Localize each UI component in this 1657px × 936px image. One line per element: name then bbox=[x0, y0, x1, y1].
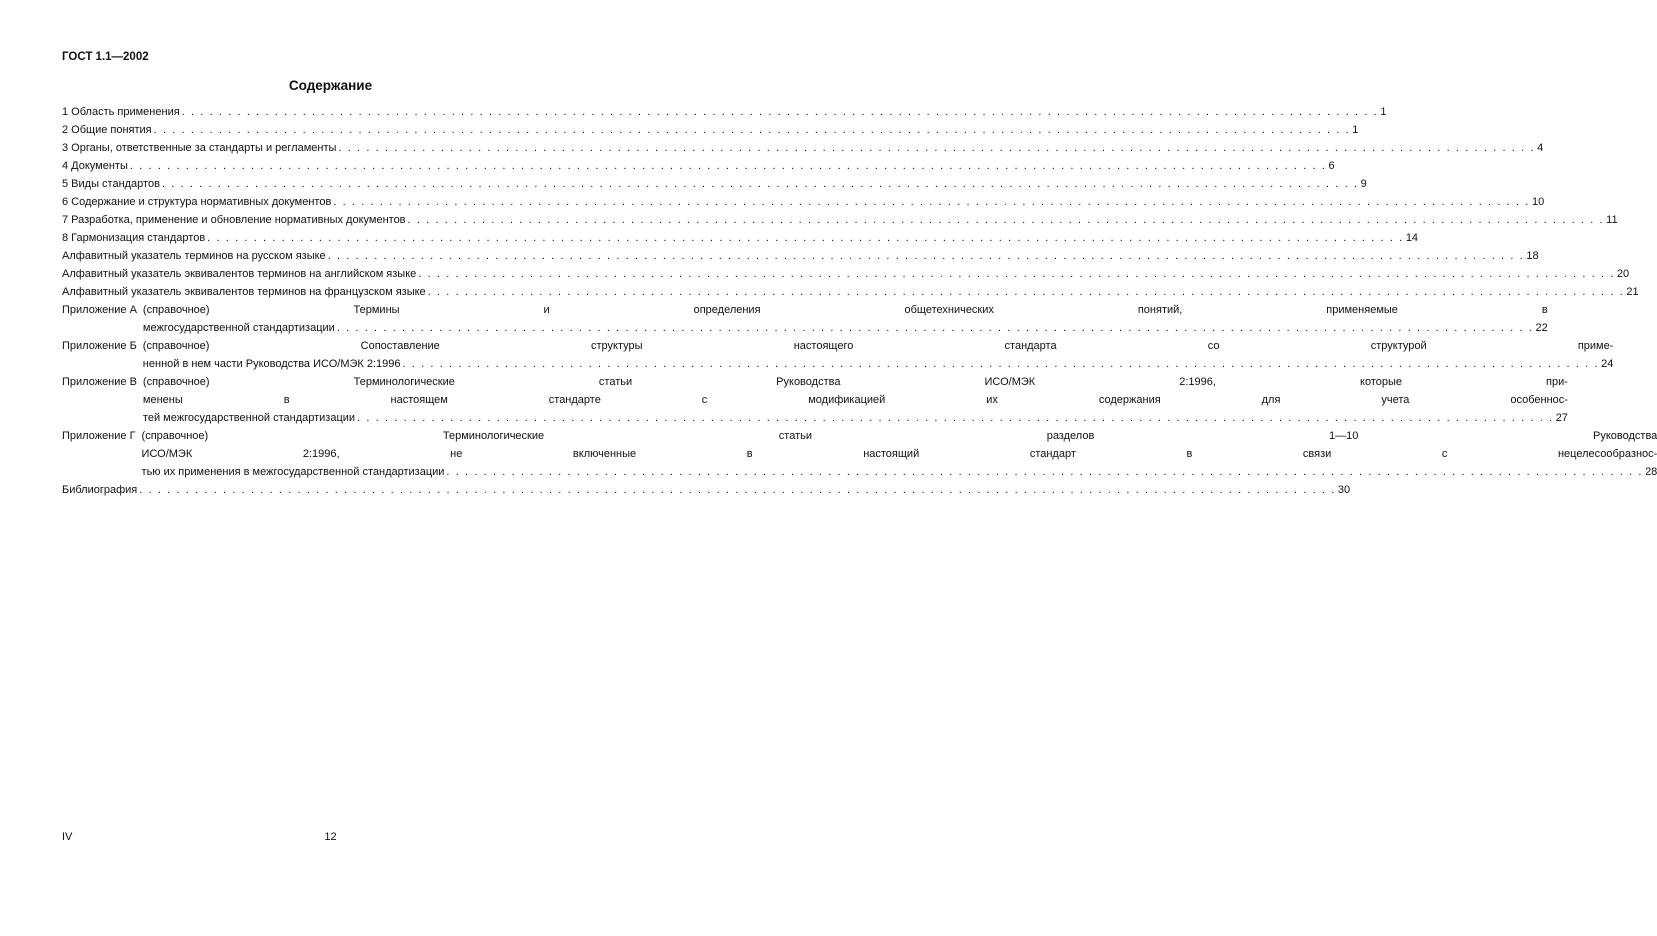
dot-leader bbox=[444, 463, 1645, 481]
document-code: ГОСТ 1.1—2002 bbox=[62, 51, 149, 63]
dot-leader bbox=[128, 157, 1329, 175]
dot-leader bbox=[426, 283, 1627, 301]
dot-leader bbox=[180, 103, 1381, 121]
toc-entry[interactable] bbox=[62, 121, 1359, 139]
toc-entry[interactable] bbox=[62, 157, 1335, 175]
toc-entry[interactable] bbox=[62, 175, 1367, 193]
toc-entry-bibliography[interactable] bbox=[62, 481, 1351, 499]
dot-leader bbox=[326, 247, 1527, 265]
appendix-title-line: ненной в нем части Руководства ИСО/МЭК 2:1996 bbox=[142, 358, 401, 370]
dot-leader bbox=[355, 409, 1556, 427]
toc-entry-label: Библиография bbox=[62, 484, 138, 496]
toc-entry-appendix[interactable] bbox=[62, 373, 1568, 427]
toc-entry-label: Алфавитный указатель эквивалентов терминов на французском языке bbox=[62, 286, 426, 298]
dot-leader bbox=[401, 355, 1602, 373]
toc-entry-page: 30 bbox=[1337, 484, 1351, 496]
toc-entry-label: Алфавитный указатель терминов на русском языке bbox=[62, 250, 326, 262]
dot-leader bbox=[152, 121, 1353, 139]
toc-entry-page: 21 bbox=[1626, 286, 1639, 298]
toc-entry[interactable] bbox=[62, 193, 1545, 211]
toc-entry[interactable] bbox=[62, 211, 1618, 229]
page-title: Содержание bbox=[288, 78, 373, 93]
toc-entry[interactable] bbox=[62, 265, 1630, 283]
appendix-title-line: ИСО/МЭК 2:1996, не включенные в настоящий стандарт в связи с нецелесообразнос- bbox=[141, 448, 1657, 460]
appendix-title-line: (справочное) Терминологические статьи Руководства ИСО/МЭК 2:1996, которые при- bbox=[142, 376, 1568, 388]
toc-entry-page: 20 bbox=[1616, 268, 1630, 280]
toc-entry-page: 18 bbox=[1526, 250, 1539, 262]
dot-leader bbox=[331, 193, 1532, 211]
dot-leader bbox=[406, 211, 1607, 229]
toc-entry-label: 6 Содержание и структура нормативных документов bbox=[62, 196, 332, 208]
toc-entry-label: 3 Органы, ответственные за стандарты и регламенты bbox=[62, 142, 337, 154]
toc-entry[interactable] bbox=[62, 229, 1419, 247]
dot-leader bbox=[336, 139, 1537, 157]
roman-page-number: IV bbox=[62, 831, 73, 843]
dot-leader bbox=[416, 265, 1617, 283]
toc-entry-page: 1 bbox=[1380, 106, 1387, 118]
appendix-title-line: тей межгосударственной стандартизации bbox=[142, 412, 356, 424]
toc-entry-appendix[interactable] bbox=[62, 337, 1614, 373]
toc-entry-label: Алфавитный указатель эквивалентов терминов на английском языке bbox=[62, 268, 417, 280]
toc-entry-page: 27 bbox=[1555, 412, 1568, 424]
toc-entry-page: 22 bbox=[1535, 322, 1548, 334]
dot-leader bbox=[160, 175, 1361, 193]
toc-entry[interactable] bbox=[62, 139, 1544, 157]
appendix-prefix: Приложение Г bbox=[62, 430, 136, 442]
dot-leader bbox=[205, 229, 1406, 247]
toc-entry[interactable] bbox=[62, 283, 1639, 301]
appendix-prefix: Приложение А bbox=[62, 304, 137, 316]
toc-entry-page: 14 bbox=[1405, 232, 1419, 244]
appendix-title-line: (справочное) Термины и определения общетехнических понятий, применяемые в bbox=[142, 304, 1548, 316]
dot-leader bbox=[335, 319, 1536, 337]
toc-entry-label: 7 Разработка, применение и обновление нормативных документов bbox=[62, 214, 406, 226]
toc-entry-label: 8 Гармонизация стандартов bbox=[62, 232, 206, 244]
toc-entry-label: 1 Область применения bbox=[62, 106, 180, 118]
toc-entry-page: 9 bbox=[1360, 178, 1367, 190]
toc-entry-appendix[interactable] bbox=[62, 427, 1657, 481]
toc-entry-label: 5 Виды стандартов bbox=[62, 178, 160, 190]
toc-entry-page: 11 bbox=[1606, 214, 1618, 226]
toc-entry-label: 2 Общие понятия bbox=[62, 124, 152, 136]
toc-entry-page: 6 bbox=[1328, 160, 1335, 172]
toc-entry-page: 4 bbox=[1537, 142, 1544, 154]
appendix-title-line: (справочное) Сопоставление структуры настоящего стандарта со структурой приме- bbox=[142, 340, 1614, 352]
toc-entry-page: 28 bbox=[1645, 466, 1657, 478]
toc-entry-appendix[interactable] bbox=[62, 301, 1548, 337]
table-of-contents bbox=[62, 103, 1657, 499]
page-number: 12 bbox=[324, 831, 337, 843]
appendix-title-line: тью их применения в межгосударственной стандартизации bbox=[141, 466, 445, 478]
dot-leader bbox=[137, 481, 1338, 499]
appendix-title-line: межгосударственной стандартизации bbox=[142, 322, 335, 334]
toc-entry[interactable] bbox=[62, 247, 1539, 265]
appendix-prefix: Приложение Б bbox=[62, 340, 137, 352]
toc-entry[interactable] bbox=[62, 103, 1387, 121]
appendix-title-line: (справочное) Терминологические статьи разделов 1—10 Руководства bbox=[141, 430, 1657, 442]
appendix-title-line: менены в настоящем стандарте с модификацией их содержания для учета особеннос- bbox=[142, 394, 1568, 406]
appendix-prefix: Приложение В bbox=[62, 376, 137, 388]
toc-entry-page: 1 bbox=[1352, 124, 1359, 136]
toc-entry-page: 24 bbox=[1601, 358, 1614, 370]
toc-entry-page: 10 bbox=[1531, 196, 1545, 208]
toc-entry-label: 4 Документы bbox=[62, 160, 128, 172]
